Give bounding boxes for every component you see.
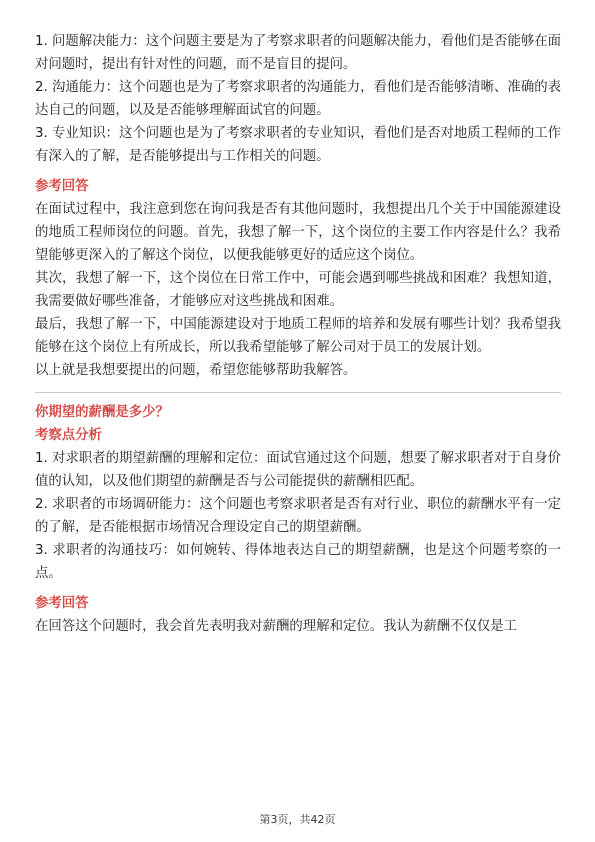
document-page: [35, 30, 561, 638]
page-number: 第3页，共42页: [259, 813, 336, 826]
section-divider: [35, 392, 561, 393]
section-2: [35, 401, 561, 638]
point-expertise: 3. 专业知识：这个问题也是为了考察求职者的专业知识，看他们是否对地质工程师的工作有深入的了解，是否能够提出与工作相关的问题。: [35, 126, 561, 164]
answer-paragraph: 在回答这个问题时，我会首先表明我对薪酬的理解和定位。我认为薪酬不仅仅是工: [35, 619, 518, 634]
point-market-research: 2. 求职者的市场调研能力：这个问题也考察求职者是否有对行业、职位的薪酬水平有一定的了解，是否能根据市场情况合理设定自己的期望薪酬。: [35, 497, 561, 535]
answer-paragraph: 以上就是我想要提出的问题，希望您能够帮助我解答。: [35, 363, 357, 378]
point-salary-positioning: 1. 对求职者的期望薪酬的理解和定位：面试官通过这个问题，想要了解求职者对于自身价值的认知，以及他们期望的薪酬是否与公司能提供的薪酬相匹配。: [35, 451, 561, 489]
analysis-heading: 考察点分析: [35, 428, 102, 443]
section-1: [35, 30, 561, 382]
answer-paragraph: 在面试过程中，我注意到您在询问我是否有其他问题时，我想提出几个关于中国能源建设的地质工程师岗位的问题。首先，我想了解一下，这个岗位的主要工作内容是什么？我希望能够更深入的了解这个岗位，以便我能够更好的适应这个岗位。: [35, 202, 561, 263]
answer-paragraph: 其次，我想了解一下，这个岗位在日常工作中，可能会遇到哪些挑战和困难？我想知道，我需要做好哪些准备，才能够应对这些挑战和困难。: [35, 271, 561, 309]
point-communication-skill: 3. 求职者的沟通技巧：如何婉转、得体地表达自己的期望薪酬，也是这个问题考察的一点。: [35, 543, 561, 581]
answer-heading: 参考回答: [35, 596, 89, 611]
answer-paragraph: 最后，我想了解一下，中国能源建设对于地质工程师的培养和发展有哪些计划？我希望我能够在这个岗位上有所成长，所以我希望能够了解公司对于员工的发展计划。: [35, 317, 561, 355]
question-title: 你期望的薪酬是多少？: [35, 405, 169, 420]
point-communication: 2. 沟通能力：这个问题也是为了考察求职者的沟通能力，看他们是否能够清晰、准确的表达自己的问题，以及是否能够理解面试官的问题。: [35, 80, 561, 118]
answer-heading: 参考回答: [35, 179, 89, 194]
point-problem-solving: 1. 问题解决能力：这个问题主要是为了考察求职者的问题解决能力，看他们是否能够在面对问题时，提出有针对性的问题，而不是盲目的提问。: [35, 34, 561, 72]
